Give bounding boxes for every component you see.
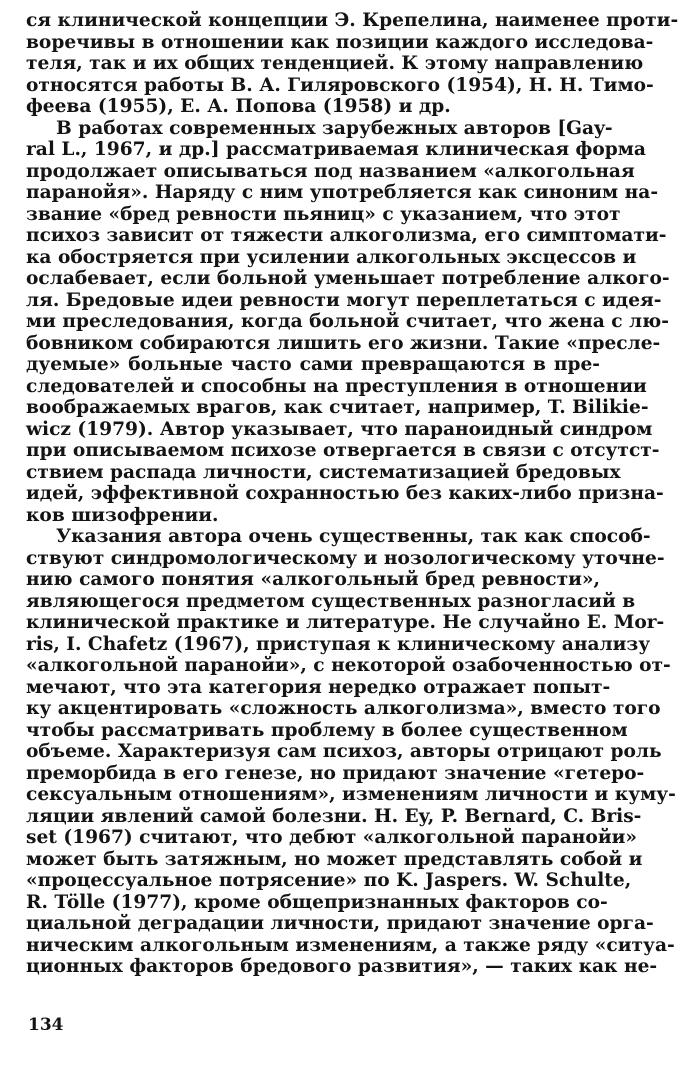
text-line: циальной деградации личности, придают значение орга- [26,913,654,934]
text-line: ми преследования, когда больной считает, что жена с лю- [26,311,669,332]
text-line: психоз зависит от тяжести алкоголизма, его симптомати- [26,225,667,246]
body-text [26,10,678,978]
text-line: теля, так и их общих тенденцией. К этому направлению [26,53,644,74]
text-line: ствием распада личности, систематизацией бредовых [26,461,621,483]
text-line: ционных факторов бредового развития», — таких как не- [26,956,658,977]
text-line: R. Tölle (1977), кроме общепризнанных факторов со- [26,891,608,913]
text-line: клинической практике и литературе. Не случайно E. Mor- [26,612,665,633]
text-line: ся клинической концепции Э. Крепелина, наименее проти- [26,10,678,31]
text-line: относятся работы В. А. Гиляровского (1954), Н. Н. Тимо- [26,74,654,96]
text-line: сексуальным отношениям», изменениям личности и куму- [26,784,676,805]
text-line: воображаемых врагов, как считает, например, T. Bilikie- [26,397,649,418]
text-line: мечают, что эта категория нередко отражает попыт- [26,676,611,698]
text-line: ков шизофрении. [26,504,219,526]
text-line: объеме. Характеризуя сам психоз, авторы отрицают роль [26,741,662,762]
text-line: ку акцентировать «сложность алкоголизма», вместо того [26,698,661,719]
text-line: дуемые» больные часто сами превращаются в пре- [26,354,600,375]
text-line: бовником собираются лишить его жизни. Такие «пресле- [26,332,661,354]
page-number: 134 [28,1015,64,1035]
text-line: паранойя». Наряду с ним употребляется как синоним на- [26,182,659,203]
text-line: Указания автора очень существенны, так как способ- [56,526,651,547]
text-line: при описываемом психозе отвергается в связи с отсутст- [26,440,660,461]
text-line: чтобы рассматривать проблему в более существенном [26,719,628,741]
text-line: ля. Бредовые идеи ревности могут переплетаться с идея- [26,289,662,311]
text-line: ослабевает, если больной уменьшает потребление алкого- [26,268,670,289]
text-line: являющегося предметом существенных разногласий в [26,590,636,612]
text-line: ris, I. Chafetz (1967), приступая к клиническому анализу [26,633,651,655]
text-line: продолжает описываться под названием «алкогольная [26,160,635,182]
text-line: set (1967) считают, что дебют «алкогольной паранойи» [26,827,638,848]
text-line: ствуют синдромологическому и нозологическому уточне- [26,547,665,569]
text-line: wicz (1979). Автор указывает, что параноидный синдром [26,418,653,440]
text-line: феева (1955), Е. А. Попова (1958) и др. [26,96,451,117]
text-line: «процессуальное потрясение» по K. Jaspers. W. Schulte, [26,870,632,891]
text-line: нию самого понятия «алкогольный бред ревности», [26,569,600,590]
text-line: преморбида в его генезе, но придают значение «гетеро- [26,762,645,784]
text-line: ка обостряется при усилении алкогольных эксцессов и [26,246,637,268]
text-line: ническим алкогольным изменениям, а также ряду «ситуа- [26,934,675,956]
text-line: ral L., 1967, и др.] рассматриваемая клиническая форма [26,139,646,160]
text-line: может быть затяжным, но может представлять собой и [26,848,643,870]
text-line: звание «бред ревности пьяниц» с указанием, что этот [26,203,621,225]
text-line: воречивы в отношении как позиции каждого исследова- [26,31,654,53]
text-line: «алкогольной паранойи», с некоторой озабоченностью от- [26,655,671,676]
text-line: ляции явлений самой болезни. H. Ey, P. Bernard, C. Bris- [26,805,642,827]
text-line: В работах современных зарубежных авторов [Gay- [56,117,613,139]
text-line: идей, эффективной сохранностью без каких-либо призна- [26,483,664,504]
text-line: следователей и способны на преступления в отношении [26,375,647,397]
